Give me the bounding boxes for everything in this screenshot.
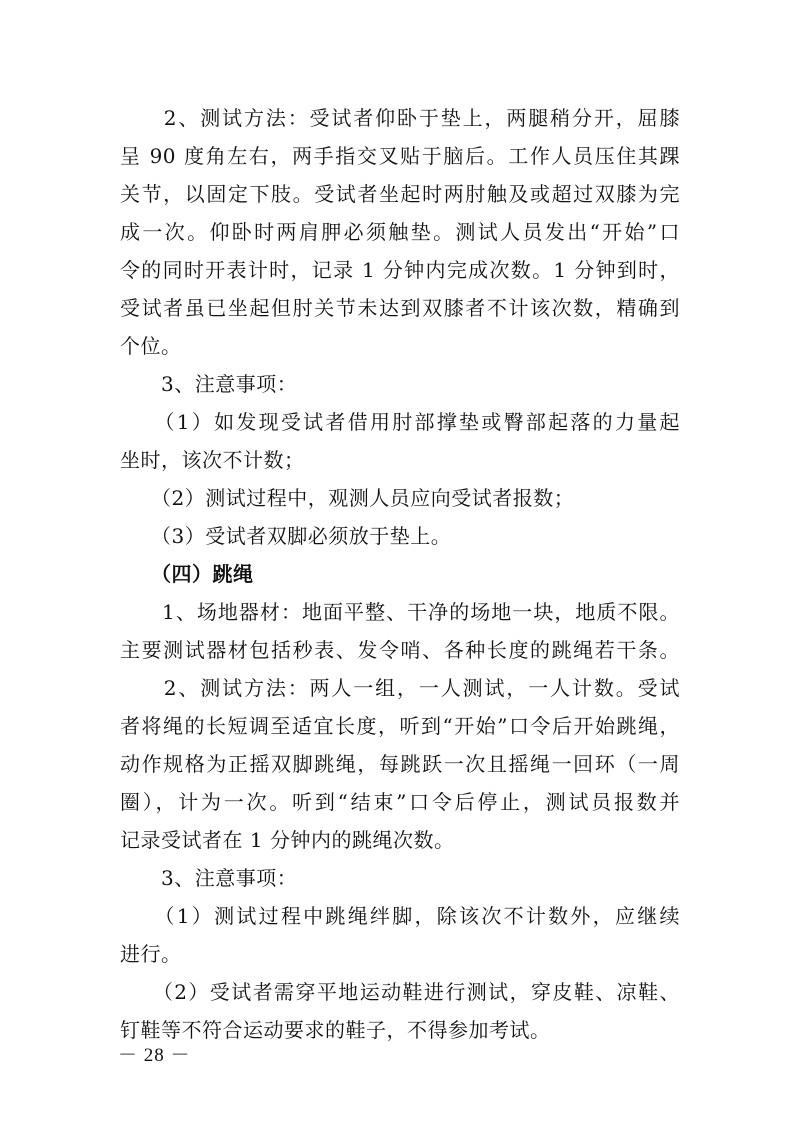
paragraph-line: 关节，以固定下肢。受试者坐起时两肘触及或超过双膝为完 — [120, 182, 680, 206]
paragraph-line: （2）受试者需穿平地运动鞋进行测试，穿皮鞋、凉鞋、 — [120, 980, 680, 1004]
paragraph-line: 坐时，该次不计数； — [120, 448, 305, 472]
paragraph-line: 主要测试器材包括秒表、发令哨、各种长度的跳绳若干条。 — [120, 638, 680, 662]
paragraph-line: （1）如发现受试者借用肘部撑垫或臀部起落的力量起 — [120, 410, 680, 434]
paragraph-line: 3、注意事项： — [120, 866, 298, 890]
paragraph-line: （3）受试者双脚必须放于垫上。 — [120, 524, 452, 548]
paragraph-line: 呈 90 度角左右，两手指交叉贴于脑后。工作人员压住其踝 — [120, 144, 680, 168]
paragraph-line: 个位。 — [120, 334, 182, 358]
paragraph-line: 受试者虽已坐起但肘关节未达到双膝者不计该次数，精确到 — [120, 296, 680, 320]
paragraph-line: 进行。 — [120, 942, 182, 966]
paragraph-line: 钉鞋等不符合运动要求的鞋子，不得参加考试。 — [120, 1018, 551, 1042]
paragraph-line: 3、注意事项： — [120, 372, 298, 396]
paragraph-line: 圈），计为一次。听到“结束”口令后停止，测试员报数并 — [120, 790, 680, 814]
paragraph-line: 令的同时开表计时，记录 1 分钟内完成次数。1 分钟到时， — [120, 258, 680, 282]
paragraph-line: 1、场地器材：地面平整、干净的场地一块，地质不限。 — [120, 600, 680, 624]
paragraph-line: 2、测试方法：两人一组，一人测试，一人计数。受试 — [120, 676, 680, 700]
paragraph-line: 2、测试方法：受试者仰卧于垫上，两腿稍分开，屈膝 — [120, 106, 680, 130]
paragraph-line: 成一次。仰卧时两肩胛必须触垫。测试人员发出“开始”口 — [120, 220, 680, 244]
paragraph-line: （2）测试过程中，观测人员应向受试者报数； — [120, 486, 575, 510]
paragraph-line: 者将绳的长短调至适宜长度，听到“开始”口令后开始跳绳， — [120, 714, 680, 738]
paragraph-line: 记录受试者在 1 分钟内的跳绳次数。 — [120, 828, 455, 852]
paragraph-line: 动作规格为正摇双脚跳绳，每跳跃一次且摇绳一回环（一周 — [120, 752, 680, 776]
page-number: － 28 － — [118, 1045, 191, 1066]
section-heading: （四）跳绳 — [120, 562, 254, 586]
paragraph-line: （1）测试过程中跳绳绊脚，除该次不计数外，应继续 — [120, 904, 680, 928]
